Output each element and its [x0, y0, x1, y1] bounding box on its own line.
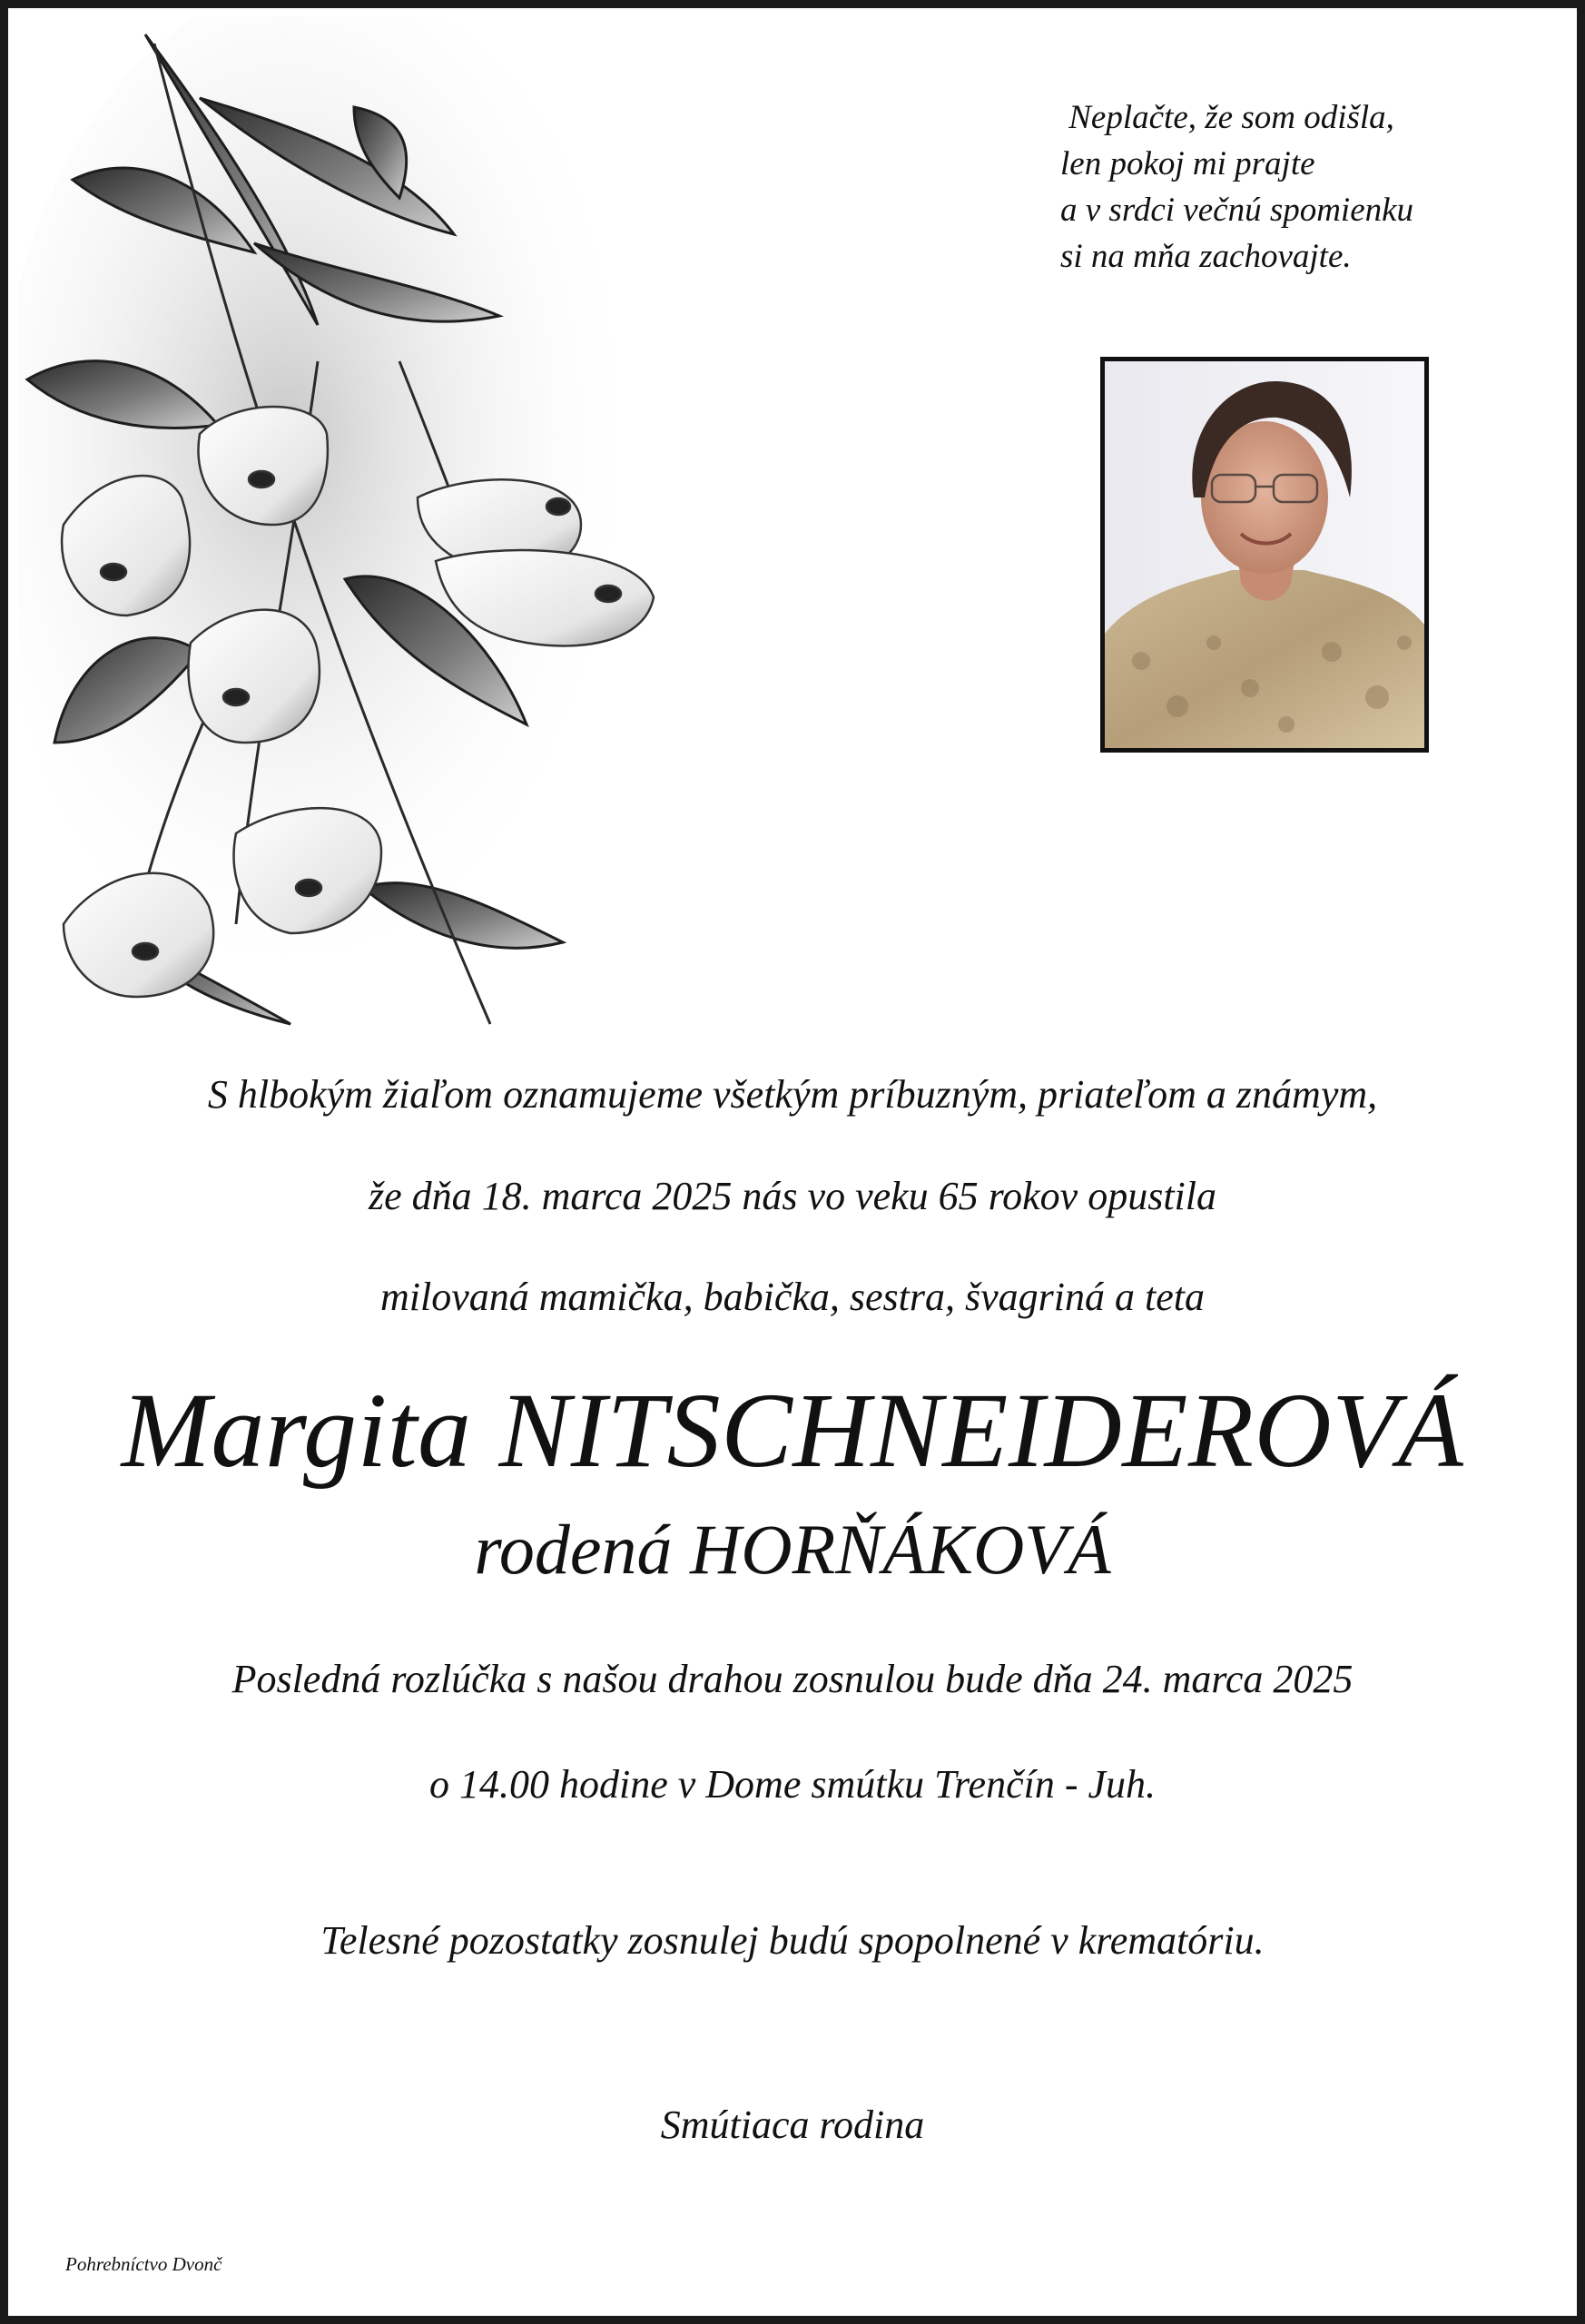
poem-line: si na mňa zachovajte. [1060, 238, 1352, 275]
announcement-line: že dňa 18. marca 2025 nás vo veku 65 rokov opustila [368, 1174, 1217, 1218]
memorial-poem [1060, 94, 1413, 280]
funeral-info-line: o 14.00 hodine v Dome smútku Trenčín - Juh. [428, 1762, 1156, 1807]
announcement-line: S hlbokým žiaľom oznamujeme všetkým príbuzným, priateľom a známym, [207, 1072, 1378, 1117]
deceased-name: Margita NITSCHNEIDEROVÁ [121, 1371, 1464, 1490]
poem-line: Neplačte, že som odišla, [1060, 99, 1394, 136]
family-signature: Smútiaca rodina [660, 2102, 925, 2147]
undertaker-credit: Pohrebníctvo Dvonč [65, 2253, 222, 2275]
portrait-image [1105, 361, 1424, 748]
portrait-photo [1100, 357, 1429, 753]
poem-line: len pokoj mi prajte [1060, 145, 1315, 182]
cremation-note: Telesné pozostatky zosnulej budú spopolnené v krematóriu. [320, 1918, 1265, 1963]
maiden-name: rodená HORŇÁKOVÁ [474, 1510, 1111, 1589]
announcement-line: milovaná mamička, babička, sestra, švagriná a teta [380, 1275, 1205, 1319]
calla-lily-illustration [18, 16, 672, 1042]
poem-line: a v srdci večnú spomienku [1060, 192, 1414, 229]
funeral-info-line: Posledná rozlúčka s našou drahou zosnulou bude dňa 24. marca 2025 [231, 1657, 1354, 1701]
